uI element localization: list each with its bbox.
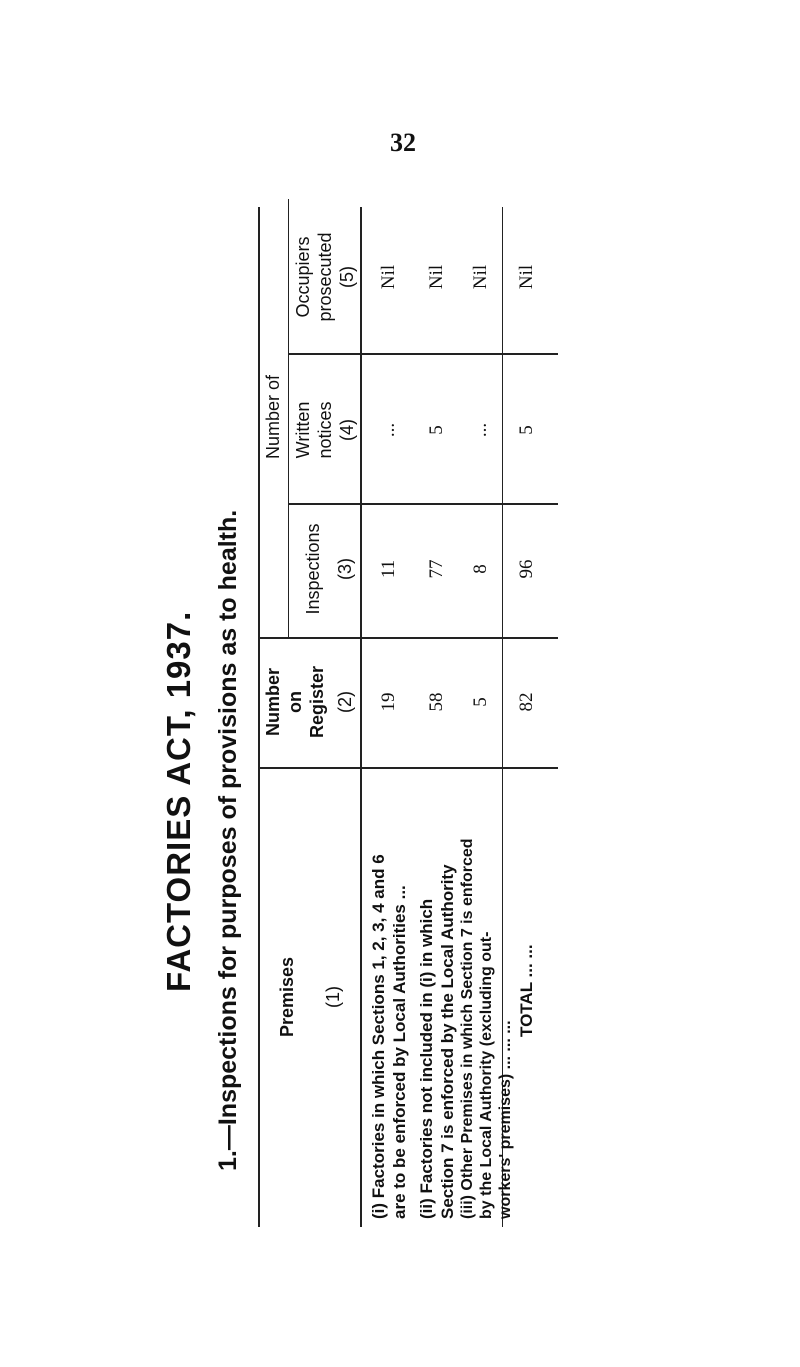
col-divider-3 (288, 503, 558, 505)
header-occupiers-2: prosecuted (315, 232, 335, 322)
cell-written: ... (378, 422, 399, 438)
header-premises-col: (1) (323, 986, 343, 1008)
header-register-2: on (285, 691, 305, 713)
cell-inspections: 96 (516, 559, 537, 579)
header-written-2: notices (315, 401, 335, 459)
total-label (516, 777, 537, 1037)
cell-register: 58 (426, 692, 447, 712)
row-label (368, 779, 410, 1219)
header-premises: Premises (277, 956, 297, 1038)
row-label-line: Section 7 is enforced by the Local Authority (438, 864, 457, 1219)
cell-register: 19 (378, 692, 399, 712)
cell-occupiers: Nil (426, 264, 447, 290)
cell-inspections: 11 (378, 559, 399, 579)
row-label-line: (iii) Other Premises in which Section 7 is enforced (459, 838, 476, 1219)
cell-register: 82 (516, 692, 537, 712)
cell-written: 5 (516, 425, 537, 435)
row-label (458, 779, 515, 1219)
header-register-col: (2) (335, 691, 355, 713)
row-label-line: (ii) Factories not included in (i) in which (417, 898, 436, 1219)
header-register-1: Number (263, 668, 283, 737)
number-of-underline (288, 199, 289, 639)
row-label-line: by the Local Authority (excluding out- (478, 931, 495, 1219)
cell-inspections: 8 (470, 564, 491, 574)
header-number-of: Number of (263, 374, 283, 460)
header-separator (360, 207, 362, 1227)
col-divider-1 (258, 767, 558, 769)
header-register-3: Register (307, 665, 327, 739)
col-divider-4 (288, 353, 558, 355)
cell-occupiers: Nil (470, 264, 491, 290)
col-divider-2 (258, 637, 558, 639)
header-inspections-col: (3) (335, 558, 355, 580)
row-label-line: are to be enforced by Local Authorities ... (390, 885, 409, 1219)
rotated-page-content (0, 167, 560, 1367)
row-label-line: workers' premises) ... ... ... (497, 1020, 514, 1219)
header-inspections: Inspections (303, 523, 323, 615)
header-occupiers-col: (5) (337, 266, 357, 288)
header-occupiers-1: Occupiers (293, 236, 313, 318)
row-label (416, 779, 458, 1219)
cell-occupiers: Nil (378, 264, 399, 290)
row-label-line: (i) Factories in which Sections 1, 2, 3, 4 and 6 (369, 854, 388, 1219)
cell-inspections: 77 (426, 559, 447, 579)
header-written-1: Written (293, 401, 313, 459)
cell-written: ... (470, 422, 491, 438)
header-written-col: (4) (337, 419, 357, 441)
cell-register: 5 (470, 697, 491, 707)
table-top-rule (258, 207, 260, 1227)
row-label-line: TOTAL ... ... (517, 944, 536, 1037)
page-title: FACTORIES ACT, 1937. (160, 610, 197, 992)
page-subtitle: 1.—Inspections for purposes of provisions as to health. (214, 509, 242, 1171)
cell-written: 5 (426, 425, 447, 435)
cell-occupiers: Nil (516, 264, 537, 290)
page-number: 32 (390, 128, 416, 157)
